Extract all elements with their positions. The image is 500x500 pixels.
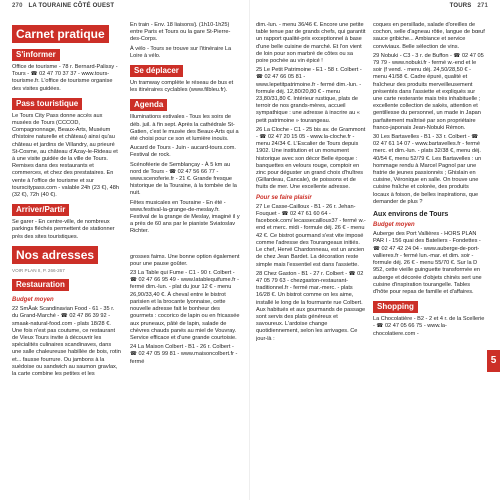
column-2: [130, 22, 240, 496]
carnet-pratique-heading: Carnet pratique: [12, 25, 109, 43]
chapter-tab: 5: [487, 350, 500, 372]
budget-moyen-label-2: Budget moyen: [373, 222, 415, 229]
aucard-entry: Aucard de Tours - Juin - aucard-tours.com. Festival de rock.: [130, 145, 236, 159]
illuminations-entry: Illuminations estivales - Tous les soirs de déb. juil. à fin sept. Après la cathédrale St-Gatien, c'est le musée des Beaux-Arts qui a été choisi pour ce son et lumière inouïs.: [130, 114, 239, 143]
left-page-header: [12, 3, 114, 9]
auberge-entry: Auberge des Port Vallières - HORS PLAN PAR I - 156 quai des Bateliers - Fondettes - ☎ 02 47 42 24 04 - www.auberge-de-port-vallieres.fr - fermé lun.-mar. et dim. soir - formule déj. 26 € - menu 55/70 €. Sur la D 952, cette vieille guinguette transformée en auberge et décorée d'objets chinés sert une cuisine d'inspiration tourangelle. Tables d'hôte pour repas de famille et d'affaires.: [373, 231, 482, 295]
maison-colbert-entry: 24 La Maison Colbert - B1 - 26 r. Colbert - ☎ 02 47 05 99 81 - www.maisoncolbert.fr - fermé: [130, 344, 238, 365]
aux-environs-heading: Aux environs de Tours: [373, 211, 449, 219]
pass-touristique-text: Le Tours City Pass donne accès aux musées de Tours (CCCOD, Compagnonnage, Beaux-Arts, Muséum d'histoire naturelle et château) ainsi qu'au château et jardins de Villandry, au prieuré St-Cosme, au château d'Azay-le-Rideau et à une visite guidée de la ville de Tours. Remises dans des restaurants et commerces, et chez des prestataires. En vente à l'office de tourisme et sur tourscitypass.com - valable 24h (23 €), 48h (32 €), 72h (40 €).: [12, 112, 119, 199]
right-page-number: 271: [477, 3, 488, 9]
scenoferie-entry: Scénoféerie de Semblançay - À 5 km au nord de Tours - ☎ 02 47 56 66 77 - www.scenoferie.fr - 21 €. Grande fresque historique de la Touraine, à la tombée de la nuit.: [130, 161, 237, 197]
pass-touristique-heading: Pass touristique: [12, 98, 82, 110]
left-running-title: LA TOURAINE CÔTÉ OUEST: [28, 3, 115, 9]
restauration-heading: Restauration: [12, 279, 69, 291]
column-3: [256, 22, 366, 496]
smaak-continued-text: grosses faims. Une bonne option également pour une pause goûter.: [130, 253, 240, 267]
page-gutter: [249, 0, 250, 500]
column-4: [373, 22, 485, 496]
left-page-number: 270: [12, 3, 23, 9]
chocolatiere-entry: La Chocolatière - B2 - 2 et 4 r. de la Scellerie - ☎ 02 47 05 66 75 - www.la-chocolatiere.com -: [373, 316, 485, 337]
la-cloche-entry: 26 La Cloche - C1 - 25 bis av. de Grammont - ☎ 02 47 20 15 05 - www.la-cloche.fr - menu 24/34 €. L'Escalier de Tours depuis 1902. Une institution et un monument historique avec son décor Belle époque : banquettes en velours rouge, comptoir en zinc pour déguster un grand choix d'huîtres (Gillardeau, Cancale), de poissons et de fruits de mer. Une excellente adresse.: [256, 126, 366, 191]
a-velo-text: À vélo - Tours se trouve sur l'itinéraire La Loire à vélo.: [130, 45, 232, 59]
arriver-partir-heading: Arriver/Partir: [12, 204, 69, 216]
bartavelles-entry: 30 Les Bartavelles - B1 - 33 r. Colbert - ☎ 02 47 61 14 07 - www.bartavelles.fr - fermé merc. et dim.-lun. - plats 32/38 €, menu déj. 40/54 €, menu 52/79 €. Les Bartavelles : un hommage rendu à Marcel Pagnol par une fratrie de jeunes passionnés ; Ghislain en cuisine, Véronique en salle. On trouve une cuisine fraîche et colorée, des produits locaux à foison, de belles inspirations, que demander de plus ?: [373, 134, 482, 205]
pour-se-faire-plaisir-label: Pour se faire plaisir: [256, 194, 312, 201]
budget-moyen-label: Budget moyen: [12, 297, 54, 304]
right-running-title: TOURS: [449, 3, 472, 9]
fetes-musicales-entry: Fêtes musicales en Touraine - En été - www.festival-la-grange-de-meslay.fr. Festival de la grange de Meslay, imaginé il y a près de 60 ans par le pianiste Sviatoslav Richter.: [130, 199, 240, 235]
casse-cailloux-entry: 27 Le Casse-Cailloux - B1 - 26 r. Jehan-Fouquet - ☎ 02 47 61 60 64 - facebook.com/ lecassecailloux37 - fermé w.-end et merc. midi - formule déj. 26 € - menu 42 €. Ce bistrot gourmand s'est vite imposé comme l'adresse des Tourangeaux initiés. Le chef, Hervé Chardonneau, est un ancien de chez Jean Bardet. La décoration reste simple mais l'essentiel est dans l'assiette.: [256, 203, 366, 268]
agenda-heading: Agenda: [130, 99, 167, 111]
se-deplacer-text: Un tramway complète le réseau de bus et les itinéraires cyclables (www.filbleu.fr).: [130, 80, 234, 94]
column-1: [12, 22, 122, 496]
petit-patrimoine-entry: 25 Le Petit Patrimoine - E1 - 58 r. Colbert - ☎ 02 47 66 05 81 - www.lepetitpatrimoine.fr - fermé dim.-lun. - formule déj. 12,80/20,80 € - menu 23,80/31,80 €. Intérieur rustique, plats de terroir de nos grands-mères, accueil sympathique : une adresse à inscrire au « petit patrimoine » tourangeau.: [256, 67, 362, 124]
se-deplacer-heading: Se déplacer: [130, 65, 183, 77]
shopping-heading: Shopping: [373, 301, 418, 313]
nobuki-entry: 29 Nobuki - C3 - 3 r. de Buffon - ☎ 02 47 05 79 79 - www.nobuki.fr - fermé w.-end et le soir (f vend. - menu déj. 24,50/28,50 € - menu 41/58 €. Cadre épuré, qualité et fraîcheur des produits merveilleusement présentés dans l'assiette et expliqués sur une carte resterante mais très inhabituelle ; excellente collection de sakés, attention et gentillesse du personnel, un made in Japan parfaitement maîtrisé par son propriétaire franco-japonais Jean-Nobuki Rémon.: [373, 52, 484, 131]
office-tourisme-text: Office de tourisme - 78 r. Bernard-Palissy - Tours - ☎ 02 47 70 37 37 - www.tours-tourisme.fr. L'office de tourisme organise des visites guidées.: [12, 64, 118, 92]
voir-plan-reference: VOIR PLAN II, P. 266-267: [12, 267, 65, 273]
smaak-entry: 22 SmÅak Scandinavian Food - 61 - 35 r. du Grand-Marché - ☎ 02 47 86 39 92 - smaak-natural-food.com - plats 18/28 €. Une fois n'est pas coutume, ce restaurant de Vieux Tours invite à découvrir les spécialités culinaires scandinaves, dans une salle chaleureuse habillée de bois, rotin et... fausse fourrure. Ou jambons à la suédoise ou sandwich au saumon gravlax, la carte combine les petites et les: [12, 306, 121, 378]
en-train-text: En train - Env. 18 liaisons/j. (1h10-1h25) entre Paris et Tours ou la gare St-Pierre-des-Corps.: [130, 22, 231, 43]
chez-gaston-continued: coques en persillade, salade d'oreilles de cochon, selle d'agneau rôtie, langue de bœuf sauce gribiche... Ambiance et service conviviaux. Belle sélection de vins.: [373, 22, 485, 50]
maison-colbert-continued: dim.-lun. - menu 36/46 €. Encore une petite table tenue par de grands chefs, qui garantit un rapport qualité-prix exceptionnel à base d'une belle cuisine de marché. Et l'on vient de loin pour son marbré de côtes ou sa poire pochée au vin épicé !: [256, 22, 366, 65]
chez-gaston-entry: 28 Chez Gaston - B1 - 27 r. Colbert - ☎ 02 47 05 79 63 - chezgaston-restaurant-traditionnel.fr - fermé mar.-merc. - plats 16/28 €. Un bistrot comme on les aime, installé le long de la fourmante rue Colbert. Aux habitués et aux gourmands de passage sont servis des plats généreux et savoureux. L'ardoise change quotidiennement, selon les arrivages. Ce jour-là :: [256, 270, 366, 342]
arriver-partir-text: Se garer - En centre-ville, de nombreux parkings fléchés permettent de stationner près des sites touristiques.: [12, 219, 115, 240]
nos-adresses-heading: Nos adresses: [12, 246, 98, 264]
table-qui-fume-entry: 23 La Table qui Fume - C1 - 90 r. Colbert - ☎ 02 47 66 95 49 - www.latablequifume.fr - fermé dim.-lun. - plat du jour 12 € - menu 26,90/33,40 €. À cheval entre le bistrot parisien et la brocante lyonnaise, cette nouvelle adresse fait le bonheur des gourmets : cocorico de lapin ou en fricassée aux pruneaux, pâté de lapin, salade de chèvres chauds panés au miel de Vouvray. Service efficace et d'une grande courtoisie.: [130, 270, 240, 341]
sinformer-heading: S'informer: [12, 49, 60, 61]
right-page-header: [450, 3, 488, 9]
